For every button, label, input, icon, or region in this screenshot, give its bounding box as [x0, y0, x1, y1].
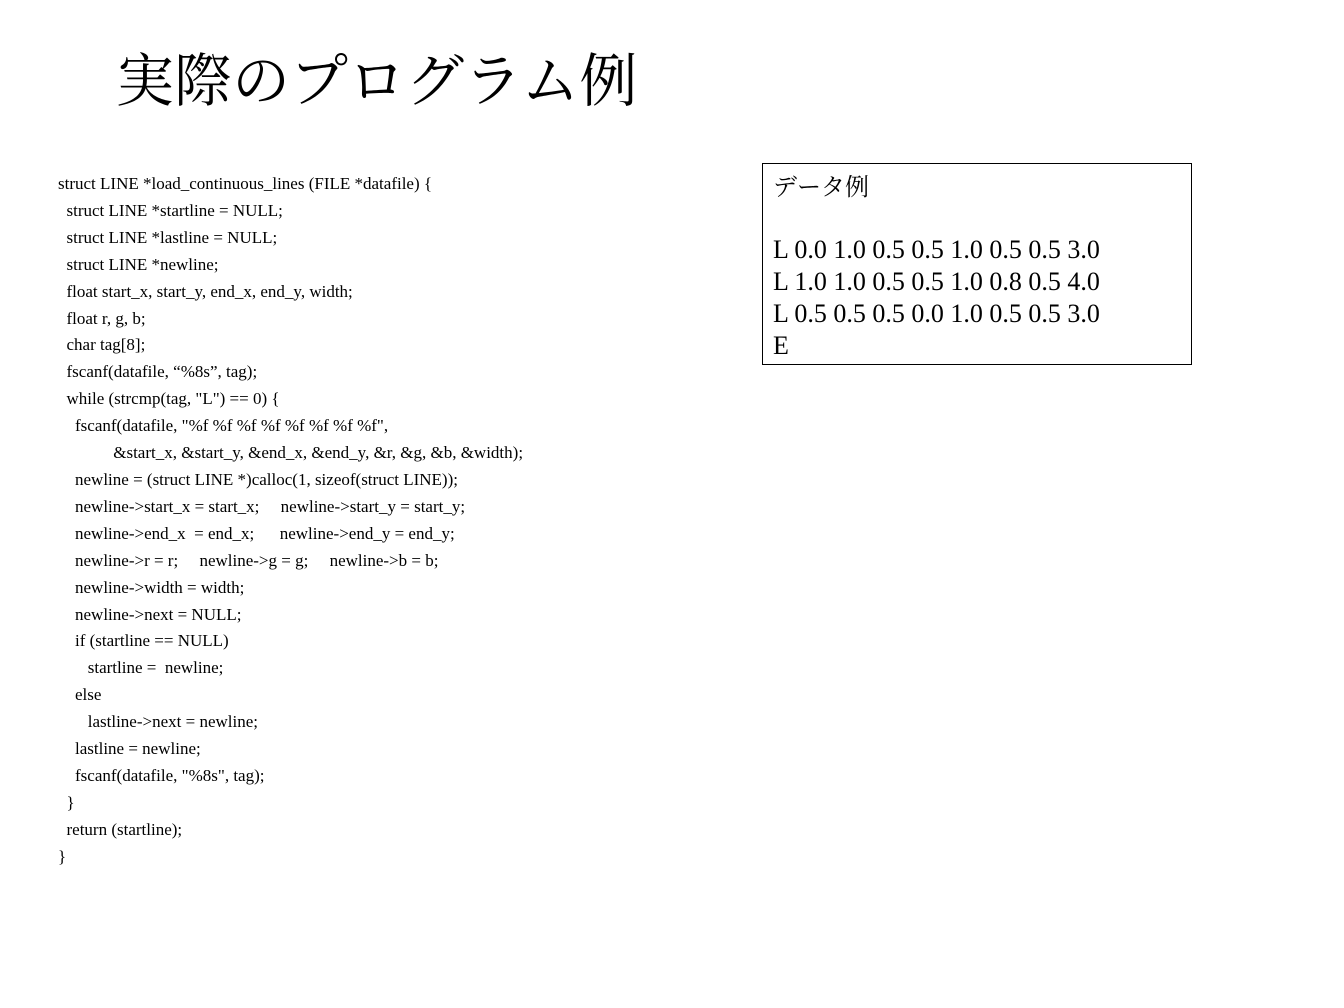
code-line: return (startline); — [58, 819, 183, 839]
code-line: newline->start_x = start_x; newline->start_y = start_y; — [58, 496, 466, 516]
code-line: fscanf(datafile, "%8s", tag); — [58, 765, 265, 785]
code-line: lastline->next = newline; — [58, 712, 258, 732]
code-listing — [58, 171, 698, 871]
code-line: struct LINE *lastline = NULL; — [58, 227, 278, 247]
code-line: startline = newline; — [58, 658, 224, 678]
code-line: lastline = newline; — [58, 739, 201, 759]
data-example-title: データ例 — [773, 173, 869, 201]
code-line: } — [58, 792, 75, 812]
code-line: fscanf(datafile, "%f %f %f %f %f %f %f %f", — [58, 416, 389, 436]
code-line: newline->r = r; newline->g = g; newline->b = b; — [58, 550, 439, 570]
code-line: if (startline == NULL) — [58, 631, 229, 651]
code-line: &start_x, &start_y, &end_x, &end_y, &r, &g, &b, &width); — [58, 443, 524, 463]
data-line: L 0.5 0.5 0.5 0.0 1.0 0.5 0.5 3.0 — [773, 299, 1100, 328]
code-line: float r, g, b; — [58, 308, 146, 328]
data-line: L 1.0 1.0 0.5 0.5 1.0 0.8 0.5 4.0 — [773, 267, 1100, 296]
code-line: struct LINE *startline = NULL; — [58, 200, 283, 220]
code-line: newline->next = NULL; — [58, 604, 242, 624]
code-line: char tag[8]; — [58, 335, 146, 355]
code-line: float start_x, start_y, end_x, end_y, width; — [58, 281, 353, 301]
code-line: } — [58, 846, 67, 866]
data-example-box — [762, 163, 1192, 365]
code-line: struct LINE *newline; — [58, 254, 219, 274]
data-line: L 0.0 1.0 0.5 0.5 1.0 0.5 0.5 3.0 — [773, 235, 1100, 264]
data-line: E — [773, 331, 789, 360]
code-line: newline = (struct LINE *)calloc(1, sizeof(struct LINE)); — [58, 469, 458, 489]
slide-title: 実際のプログラム例 — [116, 47, 638, 115]
code-line: struct LINE *load_continuous_lines (FILE *datafile) { — [58, 174, 433, 193]
code-line: newline->end_x = end_x; newline->end_y = end_y; — [58, 523, 455, 543]
code-line: fscanf(datafile, “%8s”, tag); — [58, 362, 258, 382]
code-line: else — [58, 685, 102, 705]
code-line: newline->width = width; — [58, 577, 245, 597]
code-line: while (strcmp(tag, "L") == 0) { — [58, 389, 280, 409]
